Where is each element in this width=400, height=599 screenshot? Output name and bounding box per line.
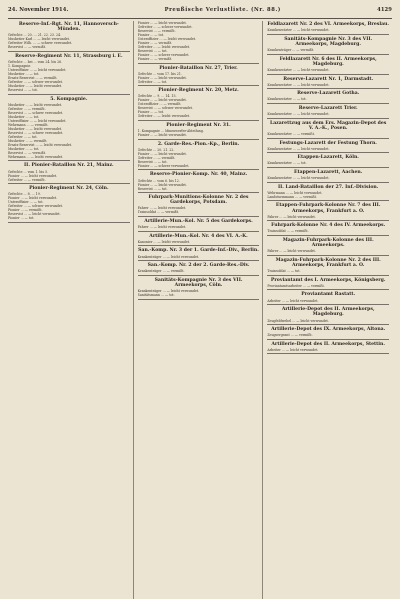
unit-heading: Reserve-Lazarett Nr. 1, Darmstadt.: [283, 76, 374, 82]
entry-line: Musketier ... — vermißt.: [8, 138, 48, 143]
entry-line: Kanonier ... — leicht verwundet.: [137, 239, 190, 244]
entry-divider: [8, 94, 130, 95]
entry-line: Krankenwärter ... — tot.: [267, 97, 307, 102]
entry-divider: [138, 192, 260, 193]
entry-divider: [267, 54, 389, 55]
entry-divider: [267, 353, 389, 354]
entry-line: Gefreiter ... — schwer verwundet.: [8, 80, 63, 85]
entry-divider: [267, 200, 389, 201]
entry-divider: [138, 120, 260, 121]
casualty-entry: [267, 258, 389, 276]
entry-divider: [267, 88, 389, 89]
casualty-entry: [138, 142, 260, 171]
entry-divider: [138, 260, 260, 261]
unit-heading: Festungs-Lazarett der Festung Thorn.: [279, 140, 377, 146]
entry-line: Pionier ... — leicht verwundet.: [137, 133, 187, 138]
unit-heading: Fuhrpark-Munitions-Kolonne Nr. 2 des Gardekorps, Potsdam.: [148, 195, 249, 206]
entry-line: Zeugfeldwebel ... — leicht verwundet.: [267, 318, 329, 323]
unit-heading: San.-Komp. Nr. 3 der 1. Garde-Inf.-Div., Berlin.: [138, 248, 259, 254]
entry-line: Pionier ... — leicht verwundet.: [137, 182, 187, 187]
entry-line: Gefreiter ... — vermißt.: [137, 155, 176, 160]
casualty-entry: [8, 97, 130, 162]
casualty-entry: [8, 22, 130, 52]
entry-line: Reservist ... — tot.: [137, 186, 168, 191]
entry-line: Gefreiter ... — vermißt.: [8, 177, 46, 182]
entry-line: Musketier ... — leicht verwundet.: [8, 102, 63, 107]
entry-divider: [138, 169, 260, 170]
entry-divider: [138, 63, 260, 64]
entry-divider: [138, 139, 260, 140]
casualty-entry: [267, 91, 389, 104]
unit-heading: Etappen-Lazarett, Aachen.: [294, 169, 363, 175]
entry-divider: [267, 220, 389, 221]
casualty-entry: [267, 22, 389, 35]
unit-heading: Reserve-Pionier-Komp. Nr. 40, Mainz.: [149, 172, 248, 178]
entry-line: Unteroffizier ... — tot.: [8, 200, 44, 205]
entry-line: Gefreiter ... — schwer verwundet.: [137, 25, 193, 29]
entry-line: Musketier ... — tot.: [8, 146, 40, 151]
casualty-entry: [267, 238, 389, 256]
casualty-entry: [267, 121, 389, 139]
entry-line: Krankenwärter ... — leicht verwundet.: [267, 82, 330, 87]
entry-line: Reservist ... — tot.: [8, 88, 38, 93]
entry-divider: [138, 231, 260, 232]
unit-heading: II. Pionier-Bataillon Nr. 21, Mainz.: [24, 163, 114, 169]
casualty-entry: [267, 223, 389, 236]
entry-line: Pionier ... — vermißt.: [137, 57, 173, 61]
entry-divider: [267, 235, 389, 236]
casualty-entry: [138, 123, 260, 140]
entry-divider: [267, 324, 389, 325]
entry-line: Ersatz-Reservist ... — vermißt.: [8, 76, 58, 81]
entry-line: Krankenwärter ... — leicht verwundet.: [267, 68, 330, 73]
entry-divider: [138, 85, 260, 86]
entry-line: Reservist ... — schwer verwundet.: [8, 110, 64, 115]
entry-line: Arbeiter ... — leicht verwundet.: [267, 347, 319, 352]
column-2: [138, 21, 264, 599]
entry-divider: [267, 304, 389, 305]
entry-line: Gefreiter ... — vermißt.: [8, 106, 46, 111]
unit-heading: Fuhrpark-Kolonne Nr. 4 des IV. Armeekorps.: [271, 223, 386, 229]
casualty-entry: [138, 234, 260, 247]
entry-line: Krankenwärter ... — tot.: [267, 161, 307, 166]
entry-line: Gefechte ... 20. ... 21. 22. 23. 24.: [8, 33, 62, 38]
unit-heading: Etappen-Fuhrpark-Kolonne Nr. 7 des III. Armeekorps, Frankfurt a. O.: [275, 203, 381, 214]
entry-line: Reservist ... — schwer verwundet.: [8, 130, 64, 135]
entry-line: Unteroffizier ... — leicht verwundet.: [137, 37, 197, 41]
entry-line: Krankenwärter ... — leicht verwundet.: [267, 112, 330, 117]
entry-divider: [267, 103, 389, 104]
entry-line: 1. Kompagnie ... Minenwerfer-Abteilung.: [137, 129, 204, 134]
unit-heading: Pionier-Regiment Nr. 20, Metz.: [158, 88, 239, 94]
casualty-entry: [8, 163, 130, 184]
casualty-entry: [267, 203, 389, 221]
unit-heading: Magazin-Fuhrpark-Kolonne Nr. 2 des III. Armeekorps, Frankfurt a. O.: [275, 257, 381, 269]
casualty-entry: [267, 185, 389, 202]
entry-line: Krankenwärter ... — leicht verwundet.: [267, 28, 330, 33]
casualty-entry: [267, 342, 389, 355]
casualty-entry: [267, 170, 389, 183]
entry-line: Pionier ... — tot.: [8, 216, 35, 221]
entry-line: Gefreiter Wilh. ... — schwer verwundet.: [8, 41, 73, 46]
casualty-entry: [8, 54, 130, 95]
column-3: [267, 21, 392, 599]
page-header: [8, 7, 392, 19]
column-1: [8, 21, 134, 599]
entry-line: Krankenträger ... — vermißt.: [137, 269, 185, 274]
entry-line: Gefechte ... vom 1. bis 5.: [8, 169, 49, 174]
unit-heading: Pionier-Bataillon Nr. 27, Trier.: [159, 65, 238, 71]
entry-line: Reservist ... — tot.: [137, 49, 168, 53]
casualty-entry: [267, 57, 389, 75]
unit-heading: Artillerie-Mun.-Kol. Nr. 5 des Gardekorps.: [144, 218, 253, 224]
unit-heading: Pionier-Regiment Nr. 31.: [166, 122, 231, 128]
entry-line: Unteroffizier ... — leicht verwundet.: [8, 68, 67, 73]
casualty-entry: [138, 88, 260, 121]
unit-heading: Magazin-Fuhrpark-Kolonne des III. Armeekorps.: [282, 237, 374, 249]
entry-line: Arbeiter ... — leicht verwundet.: [267, 298, 319, 303]
entry-line: Gefechte ... 8. ... 19.: [8, 192, 41, 197]
casualty-entry: [267, 37, 389, 55]
entry-line: Gefreiter ... — leicht verwundet.: [137, 114, 190, 119]
entry-line: Gefechte ... 9. ... 14. 15.: [137, 94, 177, 99]
entry-line: Gefechte ... vom 6. bis 12.: [137, 178, 180, 183]
unit-heading: Reserve-Lazarett Gotha.: [297, 91, 360, 97]
unit-heading: Sanitäts-Kompagnie Nr. 3 des VII. Armeekorps, Magdeburg.: [284, 36, 373, 47]
unit-heading: Sanitäts-Kompagnie Nr. 3 des VII. Armeekorps, Cöln.: [154, 277, 243, 288]
entry-line: Reservist ... — vermißt.: [137, 29, 176, 33]
casualty-entry: [267, 327, 389, 340]
casualty-entry: [267, 77, 389, 90]
entry-line: Trainsoldat ... — vermißt.: [267, 229, 309, 234]
unit-heading: Proviantamt des I. Armeekorps, Königsberg.: [270, 277, 386, 283]
entry-line: Fahrer ... — leicht verwundet.: [267, 249, 316, 254]
casualty-entry: [138, 263, 260, 276]
entry-line: Musketier ... — tot.: [8, 114, 40, 119]
entry-line: Landsturmmann ... — vermißt.: [267, 194, 317, 199]
entry-line: Pionier ... — leicht verwundet.: [8, 196, 58, 201]
entry-line: Musketier ... — leicht verwundet.: [8, 126, 63, 131]
entry-line: Pionier ... — leicht verwundet.: [8, 173, 58, 178]
unit-heading: 2. Garde-Res.-Pion.-Kp., Berlin.: [157, 141, 240, 147]
unit-heading: Artillerie-Depot des IX. Armeekorps, Altona.: [271, 327, 386, 333]
entry-line: Pionier ... — vermißt.: [137, 41, 173, 45]
entry-line: Wehrmann ... — leicht verwundet.: [8, 154, 64, 159]
casualty-entry: [138, 248, 260, 261]
entry-line: Proviantamtsarbeiter ... — vermißt.: [267, 283, 325, 288]
entry-line: Gefreiter ... — leicht verwundet.: [137, 45, 190, 49]
entry-line: Wehrmann ... — leicht verwundet.: [267, 190, 323, 195]
entry-line: Pionier ... — leicht verwundet.: [137, 98, 187, 103]
header-title: Preußische Verlustliste. (Nr. 88.): [164, 7, 281, 13]
header-page-number: 4129: [377, 7, 392, 13]
entry-line: Sanitätsmann ... — tot.: [137, 293, 175, 298]
casualty-entry: [138, 278, 260, 300]
entry-line: Pionier ... — schwer verwundet.: [137, 53, 190, 57]
unit-heading: Lazarettzug aus dem Ers. Magazin-Depot des V. A.-K., Posen.: [269, 120, 387, 131]
unit-heading: Artillerie-Mun.-Kol. Nr. 4 des VI. A.-K.: [149, 233, 248, 239]
entry-line: Gefreiter ... — tot.: [137, 79, 168, 84]
entry-line: Krankenträger ... — leicht verwundet.: [137, 289, 200, 294]
entry-line: Pionier ... — tot.: [137, 110, 164, 115]
unit-heading: II. Land-Bataillon der 27. Inf.-Division.: [277, 184, 379, 190]
entry-divider: [267, 34, 389, 35]
header-date: 24. November 1914.: [8, 7, 69, 13]
entry-divider: [267, 289, 389, 290]
unit-heading: Reserve-Lazarett Trier.: [298, 105, 358, 111]
casualty-entry: [267, 155, 389, 168]
casualty-entry: [267, 278, 389, 291]
casualty-entry: [267, 292, 389, 305]
casualty-entry: [138, 21, 260, 64]
entry-line: Pionier ... — leicht verwundet.: [137, 21, 187, 25]
casualty-entry: [267, 106, 389, 119]
entry-line: Trainsoldat ... — vermißt.: [137, 210, 180, 215]
entry-divider: [267, 275, 389, 276]
unit-heading: Reserve-Inf.-Rgt. Nr. 11, Hannoversch-Münden.: [18, 22, 119, 33]
casualty-entry: [138, 195, 260, 217]
entry-divider: [138, 216, 260, 217]
casualty-entry: [267, 307, 389, 325]
unit-heading: Reserve-Regiment Nr. 11, Strassburg i. E.: [15, 53, 123, 59]
entry-line: Gefechte ... vom 17. bis 21.: [137, 71, 182, 76]
entry-divider: [138, 275, 260, 276]
entry-divider: [267, 74, 389, 75]
entry-line: Pionier ... — leicht verwundet.: [137, 75, 187, 80]
entry-line: 1. Kompagnie.: [8, 64, 32, 69]
entry-line: Musketier ... — tot.: [8, 72, 40, 77]
entry-line: Reservist ... — vermißt.: [8, 45, 47, 50]
entry-line: Unteroffizier ... — vermißt.: [137, 102, 182, 107]
entry-line: Pionier ... — schwer verwundet.: [137, 163, 190, 168]
entry-divider: [138, 299, 260, 300]
entry-divider: [8, 183, 130, 184]
entry-line: Unteroffizier ... — leicht verwundet.: [8, 118, 67, 123]
unit-heading: Feldlazarett Nr. 2 des VI. Armeekorps, Breslau.: [267, 22, 389, 27]
entry-line: Musketier ... — leicht verwundet.: [8, 84, 63, 89]
entry-line: Reservist ... — tot.: [137, 159, 168, 164]
entry-line: Gefreiter ... — schwer verwundet.: [8, 204, 63, 209]
entry-line: Wehrmann ... — vermißt.: [8, 122, 49, 127]
entry-line: Reservist ... — leicht verwundet.: [8, 212, 61, 217]
casualty-entry: [267, 141, 389, 154]
casualty-entry: [138, 172, 260, 193]
unit-heading: Feldlazarett Nr. 6 des II. Armeekorps, Magdeburg.: [279, 56, 377, 67]
entry-line: Gefechte ... bei ... vom 24. bis 26.: [8, 60, 63, 65]
entry-divider: [8, 51, 130, 52]
casualty-entry: [138, 66, 260, 87]
entry-line: Krankenträger ... — leicht verwundet.: [137, 254, 200, 259]
unit-heading: San.-Komp. Nr. 2 der 2. Garde-Res.-Div.: [147, 263, 250, 269]
entry-line: Pionier ... — tot.: [137, 33, 164, 37]
casualty-entry: [8, 186, 130, 223]
entry-line: Ersatz-Reservist ... — leicht verwundet.: [8, 142, 73, 147]
unit-heading: Artillerie-Depot des II. Armeekorps, Magdeburg.: [281, 307, 375, 318]
entry-line: Zeugsergeant ... — vermißt.: [267, 333, 313, 338]
entry-line: Gefreiter ... — tot.: [8, 134, 38, 139]
entry-line: Pionier ... — vermißt.: [8, 208, 43, 213]
entry-divider: [267, 339, 389, 340]
entry-divider: [267, 255, 389, 256]
entry-divider: [267, 182, 389, 183]
entry-line: Krankenwärter ... — vermißt.: [267, 132, 315, 137]
entry-line: Krankenträger ... — vermißt.: [267, 48, 315, 53]
text-columns: [8, 21, 392, 599]
entry-divider: [267, 138, 389, 139]
entry-line: Trainsoldat ... — tot.: [267, 269, 301, 274]
entry-line: Musketier Karl ... — leicht verwundet.: [8, 37, 70, 42]
entry-line: Krankenwärter ... — leicht verwundet.: [267, 176, 330, 181]
entry-line: Reservist ... — schwer verwundet.: [137, 106, 193, 111]
entry-divider: [138, 245, 260, 246]
unit-heading: 5. Kompagnie.: [50, 96, 88, 102]
entry-line: Krankenwärter ... — leicht verwundet.: [267, 146, 330, 151]
entry-line: Pionier ... — leicht verwundet.: [137, 151, 187, 156]
entry-divider: [8, 160, 130, 161]
entry-divider: [267, 167, 389, 168]
entry-divider: [267, 152, 389, 153]
unit-heading: Etappen-Lazarett, Köln.: [297, 155, 359, 161]
unit-heading: Proviantamt Rastatt.: [301, 292, 356, 298]
entry-line: Reservist ... — vermißt.: [8, 150, 47, 155]
casualty-entry: [138, 219, 260, 232]
entry-line: Fahrer ... — leicht verwundet.: [137, 206, 187, 211]
entry-divider: [267, 118, 389, 119]
entry-line: Gefechte ... 20. 21. 22.: [137, 147, 175, 152]
entry-line: Fahrer ... — leicht verwundet.: [137, 225, 187, 230]
entry-divider: [8, 222, 130, 223]
unit-heading: Pionier-Regiment Nr. 24, Cöln.: [29, 186, 109, 192]
unit-heading: Artillerie-Depot des II. Armeekorps, Stettin.: [271, 341, 385, 347]
entry-line: Fahrer ... — leicht verwundet.: [267, 214, 316, 219]
